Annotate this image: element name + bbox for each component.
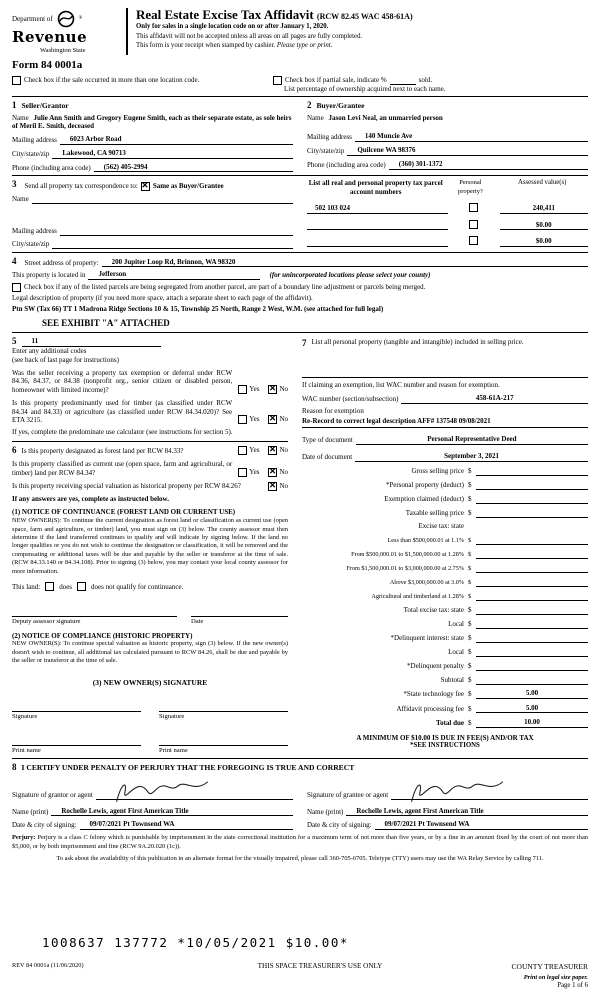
rule: [12, 758, 588, 759]
grantee-signature-field[interactable]: [391, 790, 588, 800]
certify-statement: I CERTIFY UNDER PENALTY OF PERJURY THAT THE FOREGOING IS TRUE AND CORRECT: [21, 763, 355, 773]
tax-row-delinquent-interest-state: *Delinquent interest: state $: [302, 633, 588, 643]
form-revision: REV 84 0001a (11/06/2020): [12, 962, 84, 970]
parcel-3-personal-checkbox[interactable]: [469, 236, 478, 245]
grantee-signature-scribble: [404, 772, 516, 808]
exhibit-note: SEE EXHIBIT "A" ATTACHED: [42, 317, 170, 328]
state-technology-fee-field[interactable]: 5.00: [476, 689, 588, 699]
parcel-1-number-field[interactable]: 502 103 024: [307, 204, 448, 214]
local-excise-field[interactable]: [476, 619, 588, 629]
buyer-phone-field[interactable]: (360) 301-1372: [389, 160, 588, 170]
tax-row-subtotal: Subtotal $: [302, 675, 588, 685]
deputy-date-field[interactable]: [191, 607, 288, 617]
s5-q2-yes-checkbox[interactable]: [238, 415, 247, 424]
county-field[interactable]: Jefferson: [88, 270, 260, 280]
rule: [12, 441, 288, 442]
s6-q3-no-checkbox[interactable]: [268, 482, 277, 491]
tax-row-rate-1-28: From $500,000.01 to $1,500,000.00 at 1.28% $: [302, 549, 588, 559]
tax-row-local: Local $: [302, 619, 588, 629]
excise-state-header: [476, 522, 588, 531]
multi-location-label: Check box if the sale occurred in more than one location code.: [24, 75, 200, 84]
notice-compliance-title: (2) NOTICE OF COMPLIANCE (HISTORIC PROPERTY): [12, 631, 193, 640]
same-as-buyer-checkbox[interactable]: [141, 182, 150, 191]
logo-state-text: Washington State: [40, 46, 86, 54]
cashier-stamp: 1008637 137772 *10/05/2021 $10.00*: [42, 934, 349, 950]
gross-selling-price-field[interactable]: [476, 466, 588, 476]
assessed-value-header: Assessed value(s): [517, 179, 567, 187]
header-note-3: This form is your receipt when stamped by cashier. Please type or print.: [136, 42, 333, 50]
new-owner-signature-1-field[interactable]: [12, 701, 141, 712]
tax-row-exemption-deduct: Exemption claimed (deduct) $: [302, 494, 588, 504]
s5-q2-no-checkbox[interactable]: [268, 415, 277, 424]
additional-codes-field[interactable]: 11: [22, 337, 161, 347]
s6-q2-text: Is this property classified as current use (open space, farm and agricultural, or timber) land per RCW 84.34?: [12, 460, 233, 477]
seller-mailing-field[interactable]: 6023 Arbor Road: [60, 135, 293, 145]
partial-sale-sold-label: sold.: [418, 75, 433, 84]
buyer-section: 2 Buyer/Grantee Name Jason Levi Neal, an unmarried person Mailing address 140 Muncie Ave City/state/zip Quilcene WA 98376 Phone (including area code) (360) 301-1372: [307, 100, 588, 172]
right-middle-column: 7 List all personal property (tangible and intangible) included in selling price. If claiming an exemption, list WAC number and reason for exemption. WAC number (section/subsection) 458-61A-217 Reason for exemption Re-Record to correct legal description AFF# 137548 09/08/2021 Type of document Personal Representative Deed Date of document September 3, 2021 Gross selling price $ *Personal property (deduct) $ Exemption claimed (deduct) $ Taxable selling price $ Excise tax: state Less than $500,000.01 at 1.1% $ From $500,000.01 to $1,500,000.00 at 1.28% $ From $1,500,000.01 to $3,000,000.00 at 2.75% $ Above $3,000,000.00 at 3.0% $ Agricultural and timberland at 1.28% $ Total excise tax: state $ Local $ *Delinquent interest: state $ Local $ *Delinquent penalty $ Subtotal $ *State technology fee $ 5.00 Affidavit processing fee $ 5.00 Total due $ 10.00 A MINIMUM OF $10.00 IS DUE IN FEE(S) AND/OR TAX *SEE INSTRUCTIONS: [302, 336, 588, 756]
seller-section: 1 Seller/Grantor Name Julie Ann Smith and Gregory Eugene Smith, each as their separate estate, as sole heirs of Meril E. Smith, deceased Mailing address 6023 Arbor Road City/state/zip Lakewood, CA 90713 Phone (including area code) (562) 405-2994: [12, 100, 292, 172]
s6-q2-no-checkbox[interactable]: [268, 468, 277, 477]
personal-property-blank-area[interactable]: [302, 349, 588, 373]
perjury-statement: Perjury: Perjury is a class C felony which is punishable by imprisonment in the state correctional institution for a maximum term of not more than five years, or by a fine in an amount fixed by the court of not more than $5,000, or by both imprisonment and fine (RCW 9A.20.020 (1c)).: [12, 834, 588, 850]
parcel-1-personal-checkbox[interactable]: [469, 203, 478, 212]
new-owner-print-name-2-field[interactable]: [159, 735, 288, 746]
rule: [12, 96, 588, 97]
header-note-1: Only for sales in a single location code on or after January 1, 2020.: [136, 23, 329, 31]
dor-logo: [12, 8, 118, 55]
tax-row-rate-2-75: From $1,500,000.01 to $3,000,000.00 at 2.75% $: [302, 563, 588, 573]
tax-row-total-state: Total excise tax: state $: [302, 605, 588, 615]
tax-row-rate-1-1: Less than $500,000.01 at 1.1% $: [302, 535, 588, 545]
reason-exemption-label: Reason for exemption: [302, 406, 364, 415]
notice-continuance-title: (1) NOTICE OF CONTINUANCE (FOREST LAND OR CURRENT USE): [12, 508, 236, 517]
delinquent-penalty-field[interactable]: [476, 661, 588, 671]
see-instructions-note: *SEE INSTRUCTIONS: [410, 742, 480, 750]
parcel-1-assessed-value-field[interactable]: 240,411: [500, 204, 588, 214]
treasurer-space-label: THIS SPACE TREASURER'S USE ONLY: [257, 962, 383, 971]
logo-dept-text: Department of: [12, 14, 53, 23]
deputy-assessor-label: Deputy assessor signature: [12, 618, 81, 626]
parcel-3-number-field[interactable]: [307, 238, 448, 248]
parcel-row: [307, 203, 588, 214]
deputy-date-label: Date: [190, 618, 204, 626]
additional-codes-note: (see back of last page for instructions): [12, 355, 119, 364]
rate-1-1-field[interactable]: [476, 535, 588, 545]
correspondence-mailing-field[interactable]: [60, 226, 293, 236]
legal-description-label: Legal description of property (if you need more space, attach a separate sheet to each page of the affidavit).: [12, 294, 313, 303]
seller-title: Seller/Grantor: [21, 101, 69, 111]
s5-q1-yes-checkbox[interactable]: [238, 385, 247, 394]
grantee-date-city-field[interactable]: 09/07/2021 Pt Townsend WA: [375, 820, 588, 830]
street-address-label: Street address of property:: [24, 258, 99, 267]
ownership-note: List percentage of ownership acquired next to each name.: [284, 84, 446, 93]
tax-row-rate-3-0: Above $3,000,000.00 at 3.0% $: [302, 577, 588, 587]
unincorporated-note: (for unincorporated locations please select your county): [269, 271, 431, 280]
s6-q3-text: Is this property receiving special valuation as historical property per RCW 84.26?: [12, 481, 241, 490]
delinquent-interest-local-field[interactable]: [476, 647, 588, 657]
partial-sale-checkbox[interactable]: [273, 76, 282, 85]
land-does-checkbox[interactable]: [45, 582, 54, 591]
alt-format-note: To ask about the availability of this publication in an alternate format for the visually impaired, please call 360-705-6705. Teletype (TTY) users may use the WA Relay Service by calling 711.: [56, 854, 544, 862]
rule: [12, 175, 588, 176]
tax-row-taxable: Taxable selling price $: [302, 508, 588, 518]
page-footer: [12, 935, 588, 990]
parcel-table: [307, 179, 588, 249]
s6-q1-no-checkbox[interactable]: [268, 446, 277, 455]
grantor-date-city-field[interactable]: 09/07/2021 Pt Townsend WA: [80, 820, 293, 830]
legal-description-field[interactable]: Ptn SW (Tax 66) TT 1 Madrona Ridge Sections 10 & 15, Township 25 North, Range 2 West, W.M. (see attached for full legal): [12, 304, 384, 313]
dor-logo-icon: [57, 10, 75, 28]
registered-mark: ®: [78, 15, 83, 21]
page-number: Page 1 of 6: [557, 981, 588, 989]
form-header: [12, 8, 588, 55]
does-label: does: [59, 582, 73, 591]
s5-q2-text: Is this property predominantly used for timber (as classified under RCW 84.34 and 84.33) or agriculture (as classified under RCW 84.34.020)? See ETA 3215.: [12, 398, 233, 425]
property-location-section: 4 Street address of property: 200 Jupiter Loop Rd, Brinnon, WA 98320 This property is located in Jefferson (for unincorporated locations please select your county) Check box if any of the listed parcels are being segregated from another parcel, are part of a boundary line adjustment or parcels being merged. Legal description of property (if you need more space, attach a separate sheet to each page of the affidavit). Ptn SW (Tax 66) TT 1 Madrona Ridge Sections 10 & 15, Township 25 North, Range 2 West, W.M. (see attached for full legal) SEE EXHIBIT "A" ATTACHED: [12, 256, 588, 329]
located-in-label: This property is located in: [12, 271, 86, 280]
personal-property-deduct-field[interactable]: [476, 480, 588, 490]
taxable-selling-price-field[interactable]: [476, 508, 588, 518]
header-divider: [126, 8, 128, 55]
additional-codes-label: Enter any additional codes: [12, 347, 87, 356]
same-as-buyer-label: Same as Buyer/Grantee: [152, 181, 224, 190]
exemption-claimed-field[interactable]: [476, 494, 588, 504]
tax-row-total-due: Total due $ 10.00: [302, 718, 588, 728]
segregated-label: Check box if any of the listed parcels are being segregated from another parcel, are part of a boundary line adjustment or parcels being merged.: [24, 283, 426, 292]
this-land-label: This land:: [12, 582, 41, 591]
left-middle-column: 5 11 Enter any additional codes (see back of last page for instructions) Was the seller receiving a property tax exemption or deferral under RCW 84.36, 84.37, or 84.38 (nonprofit org., senior citizen or disabled person, homeowner with limited income)? Yes ✕ No Is this property predominantly used for timber (as classified under RCW 84.34 and 84.33) or agriculture (as classified under RCW 84.34.020)? See ETA 3215. Yes ✕ No If yes, complete the predominate use calculator (see instructions for section 5). 6 Is this property designated as forest land per RCW 84.33? Yes ✕ No Is this property classified as current use (open space, farm and agricultural, or timber) land per RCW 84.34? Yes ✕ No Is this property receiving special valuation as historical property per RCW 84.26? ✕ No If any answers are yes, complete as instructed below. (1) NOTICE OF CONTINUANCE (FOREST LAND OR CURRENT USE) NEW OWNER(S): To continue the current designation as forest land or classification as current use (open space, farm and agriculture, or timber) land, you must sign on (3) below. The county assessor must then determine if the land transferred continues to qualify and will indicate by signing below. If the land no longer qualifies or you do not wish to continue the designation or classification, it will be removed and the compensating or additional taxes will be due and payable by the seller or transferor at the time of sale. (RCW 84.33.140 or 84.34.108). Prior to signing (3) below, you may contact your local county assessor for more information. This land: does does not qualify for continuance. Deputy assessor signature Date (2) NOTICE OF COMPLIANCE (HISTORIC PROPERTY) NEW OWNER(S): To continue special valuation as historic property, sign (3) below. If the new owner(s) doesn't wish to continue, all additional tax calculated pursuant to RCW 84.26, shall be due and payable by the seller or transferor at the time of sale. (3) NEW OWNER(S) SIGNATURE Signature Signature Print name Print name: [12, 336, 288, 756]
rule: [12, 332, 588, 333]
new-owner-signature-title: (3) NEW OWNER(S) SIGNATURE: [92, 677, 208, 687]
buyer-name-field[interactable]: Jason Levi Neal, an unmarried person: [328, 113, 443, 122]
seller-csz-field[interactable]: Lakewood, CA 90713: [52, 149, 293, 159]
total-excise-state-field[interactable]: [476, 605, 588, 615]
grantor-print-name-field[interactable]: Rochelle Lewis, agent First American Title: [51, 807, 293, 817]
notice-continuance-body: NEW OWNER(S): To continue the current designation as forest land or classification as current use (open space, farm and agriculture, or timber) land, you must sign on (3) below. The county assessor must then determine if the land transferred continues to qualify and will indicate by signing below. If the land no longer qualifies or you do not wish to continue the designation or classification, it will be removed and the compensating or additional taxes will be due and payable by the seller or transferor at the time of sale. (RCW 84.33.140 or 84.34.108). Prior to signing (3) below, you may contact your local county assessor for more information.: [12, 517, 288, 575]
correspondence-name-field[interactable]: [32, 195, 293, 205]
county-treasurer-label: COUNTY TREASURER: [511, 962, 588, 972]
parcel-3-assessed-value-field[interactable]: $0.00: [500, 237, 588, 247]
notice-compliance-body: NEW OWNER(S): To continue special valuation as historic property, sign (3) below. If the new owner(s) doesn't wish to continue, all additional tax calculated pursuant to RCW 84.26, shall be due and payable by the seller or transferor at the time of sale.: [12, 640, 288, 665]
rate-2-75-field[interactable]: [476, 563, 588, 573]
tax-row-agricultural: Agricultural and timberland at 1.28% $: [302, 591, 588, 601]
exemption-intro: If claiming an exemption, list WAC number and reason for exemption.: [302, 381, 500, 390]
document-date-field[interactable]: September 3, 2021: [355, 452, 588, 462]
segregated-checkbox[interactable]: [12, 283, 21, 292]
rate-3-0-field[interactable]: [476, 577, 588, 587]
correspondence-csz-field[interactable]: [52, 240, 293, 250]
subtotal-field[interactable]: [476, 675, 588, 685]
seller-name-field[interactable]: Julie Ann Smith and Gregory Eugene Smith, each as their separate estate, as sole heirs of Meril E. Smith, deceased: [12, 113, 292, 131]
agricultural-timberland-field[interactable]: [476, 591, 588, 601]
delinquent-interest-state-field[interactable]: [476, 633, 588, 643]
form-number: Form 84 0001a: [12, 58, 83, 71]
s6-q1-yes-checkbox[interactable]: [238, 446, 247, 455]
parcel-row: [307, 236, 588, 247]
grantor-signature-scribble: [109, 772, 221, 808]
page-title: Real Estate Excise Tax Affidavit (RCW 82.45 WAC 458-61A): [136, 7, 413, 22]
personal-property-header: Personal property?: [457, 179, 483, 195]
buyer-mailing-field[interactable]: 140 Muncie Ave: [355, 132, 588, 142]
grantee-print-name-field[interactable]: Rochelle Lewis, agent First American Title: [346, 807, 588, 817]
does-not-label: does not qualify for continuance.: [91, 582, 184, 591]
tax-correspondence-section: 3 Send all property tax correspondence to: ✕ Same as Buyer/Grantee Name Mailing address City/state/zip: [12, 179, 293, 249]
logo-revenue-text: Revenue: [12, 28, 88, 46]
s5-q1-no-checkbox[interactable]: [268, 385, 277, 394]
tax-row-personal-deduct: *Personal property (deduct) $: [302, 480, 588, 490]
seller-phone-field[interactable]: (562) 405-2994: [94, 163, 293, 173]
parcel-numbers-header: List all real and personal property tax parcel account numbers: [308, 179, 443, 197]
wac-number-field[interactable]: 458-61A-217: [401, 394, 588, 404]
affidavit-processing-fee-field[interactable]: 5.00: [476, 704, 588, 714]
new-owner-print-name-1-field[interactable]: [12, 735, 141, 746]
tax-row-delinquent-penalty: *Delinquent penalty $: [302, 661, 588, 671]
partial-sale-label: Check box if partial sale, indicate %: [285, 75, 387, 84]
s5-q2-note: If yes, complete the predominate use calculator (see instructions for section 5).: [12, 428, 233, 437]
rule: [12, 252, 588, 253]
tax-row-technology-fee: *State technology fee $ 5.00: [302, 689, 588, 699]
land-does-not-checkbox[interactable]: [77, 582, 86, 591]
tax-row-gross: Gross selling price $: [302, 466, 588, 476]
tax-row-excise-header: Excise tax: state: [302, 522, 588, 531]
print-size-note: Print on legal size paper.: [523, 973, 588, 981]
parcel-2-number-field[interactable]: [307, 221, 448, 231]
reason-exemption-field[interactable]: Re-Record to correct legal description AFF# 137548 09/08/2021: [302, 417, 588, 428]
s6-note: If any answers are yes, complete as instructed below.: [12, 494, 169, 503]
minimum-due-note: A MINIMUM OF $10.00 IS DUE IN FEE(S) AND/OR TAX: [356, 733, 534, 742]
parcel-2-assessed-value-field[interactable]: $0.00: [500, 221, 588, 231]
multi-location-checkbox[interactable]: [12, 76, 21, 85]
rule: [302, 377, 588, 378]
buyer-csz-field[interactable]: Quilcene WA 98376: [347, 146, 588, 156]
certification-section: 8 I CERTIFY UNDER PENALTY OF PERJURY THAT THE FOREGOING IS TRUE AND CORRECT Signature of grantor or agent Name (print) Rochelle Lewis, agent First American Title Date & city of signing: 09/07/2021 Pt Townsend WA Signature of grantee or agent Name (print) Rochelle Lewis, agent First American Title Date & city of signing: 09/07/2021 Pt Townsend WA: [12, 762, 588, 830]
top-checkboxes: [12, 76, 588, 94]
tax-row-delinquent-interest-local: Local $: [302, 647, 588, 657]
parcel-2-personal-checkbox[interactable]: [469, 220, 478, 229]
tax-row-processing-fee: Affidavit processing fee $ 5.00: [302, 704, 588, 714]
street-address-field[interactable]: 200 Jupiter Loop Rd, Brinnon, WA 98320: [102, 258, 588, 268]
total-due-field[interactable]: 10.00: [476, 718, 588, 728]
send-correspondence-label: Send all property tax correspondence to:: [24, 181, 138, 190]
document-type-field[interactable]: Personal Representative Deed: [356, 435, 588, 445]
header-note-2: This affidavit will not be accepted unless all areas on all pages are fully completed.: [136, 32, 363, 40]
grantor-signature-label: Signature of grantor or agent: [12, 790, 93, 799]
new-owner-signature-2-field[interactable]: [159, 701, 288, 712]
partial-sale-percent-field[interactable]: [390, 76, 416, 85]
rate-1-28-field[interactable]: [476, 549, 588, 559]
s5-q1-text: Was the seller receiving a property tax exemption or deferral under RCW 84.36, 84.37, or 84.38 (nonprofit org., senior citizen or disabled person, homeowner with limited income)?: [12, 368, 233, 395]
s6-q1-text: Is this property designated as forest land per RCW 84.33?: [21, 446, 184, 455]
deputy-assessor-signature-field[interactable]: [12, 607, 177, 617]
grantee-signature-label: Signature of grantee or agent: [307, 790, 389, 799]
personal-property-intro: List all personal property (tangible and intangible) included in selling price.: [311, 337, 524, 346]
s6-q2-yes-checkbox[interactable]: [238, 468, 247, 477]
buyer-title: Buyer/Grantee: [316, 101, 365, 111]
parcel-row: [307, 220, 588, 231]
grantor-signature-field[interactable]: [96, 790, 293, 800]
